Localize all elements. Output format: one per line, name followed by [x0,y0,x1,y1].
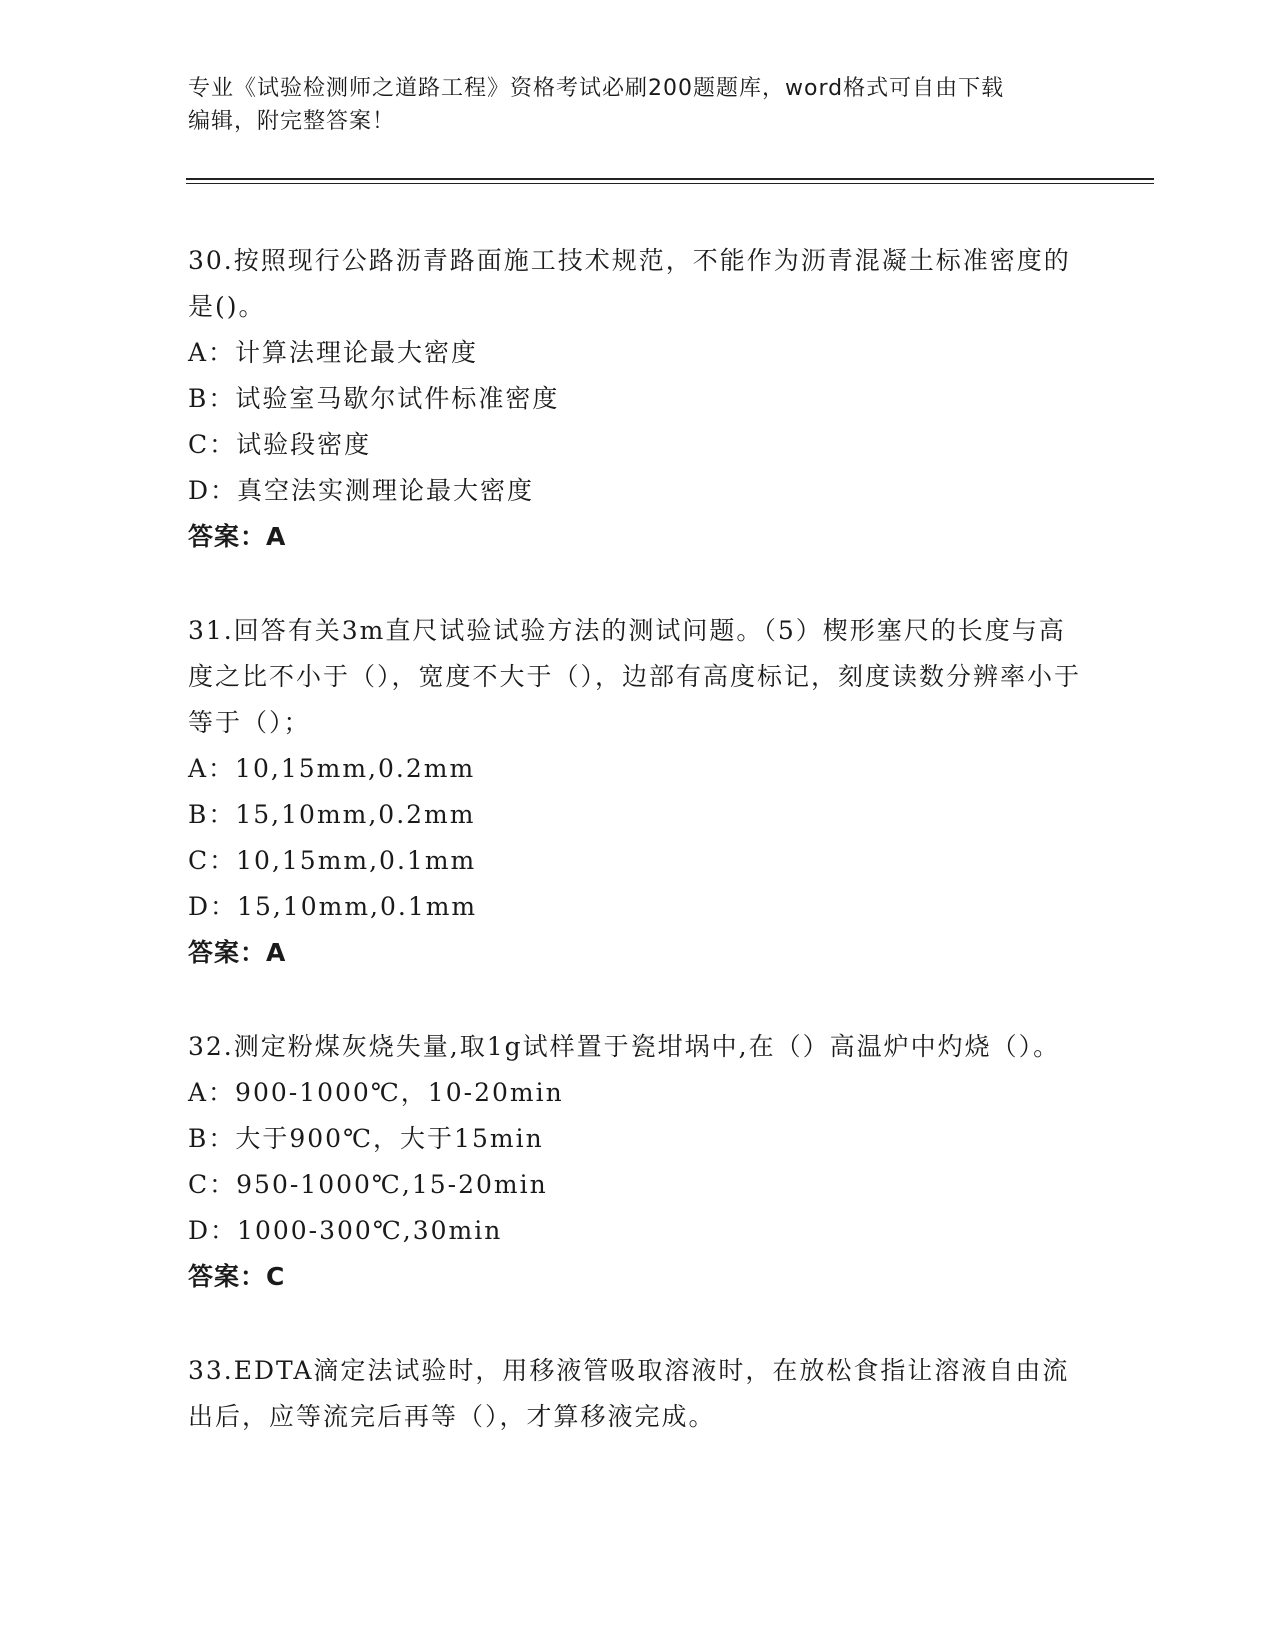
option-c: C：950-1000℃,15-20min [188,1170,548,1199]
option-a: A：900-1000℃，10-20min [188,1078,564,1107]
document-header [188,72,1088,138]
option-b: B：大于900℃，大于15min [188,1124,544,1153]
option-d: D：15,10mm,0.1mm [188,892,478,921]
answer-label: 答案： [188,522,267,551]
option-c: C：试验段密度 [188,430,372,459]
option-d: D：真空法实测理论最大密度 [188,476,535,505]
question-31 [188,608,1088,976]
question-30 [188,238,1088,560]
option-a: A：计算法理论最大密度 [188,338,479,367]
question-32 [188,1024,1088,1300]
question-text: 32.测定粉煤灰烧失量,取1g试样置于瓷坩埚中,在（）高温炉中灼烧（）。 [188,1032,1061,1061]
question-33 [188,1348,1088,1440]
option-c: C：10,15mm,0.1mm [188,846,477,875]
header-line-1: 专业《试验检测师之道路工程》资格考试必刷200题题库，word格式可自由下载 [188,76,1005,101]
answer-line [188,514,1088,560]
question-text: 33.EDTA滴定法试验时，用移液管吸取溶液时，在放松食指让溶液自由流出后，应等流完后再等（），才算移液完成。 [188,1356,1070,1431]
question-text: 30.按照现行公路沥青路面施工技术规范，不能作为沥青混凝土标准密度的是()。 [188,246,1071,321]
answer-value: A [266,938,287,967]
answer-line [188,1254,1088,1300]
header-divider-thin [186,183,1154,184]
header-divider [186,178,1154,180]
answer-label: 答案： [188,938,267,967]
option-b: B：试验室马歇尔试件标准密度 [188,384,560,413]
answer-value: A [266,522,287,551]
question-list [188,238,1088,1488]
option-b: B：15,10mm,0.2mm [188,800,476,829]
option-d: D：1000-300℃,30min [188,1216,503,1245]
answer-label: 答案： [188,1262,267,1291]
header-line-2: 编辑，附完整答案！ [188,109,396,134]
answer-value: C [266,1262,286,1291]
question-text: 31.回答有关3m直尺试验试验方法的测试问题。（5）楔形塞尺的长度与高度之比不小于（），宽度不大于（），边部有高度标记，刻度读数分辨率小于等于（）； [188,616,1082,737]
option-a: A：10,15mm,0.2mm [188,754,476,783]
answer-line [188,930,1088,976]
